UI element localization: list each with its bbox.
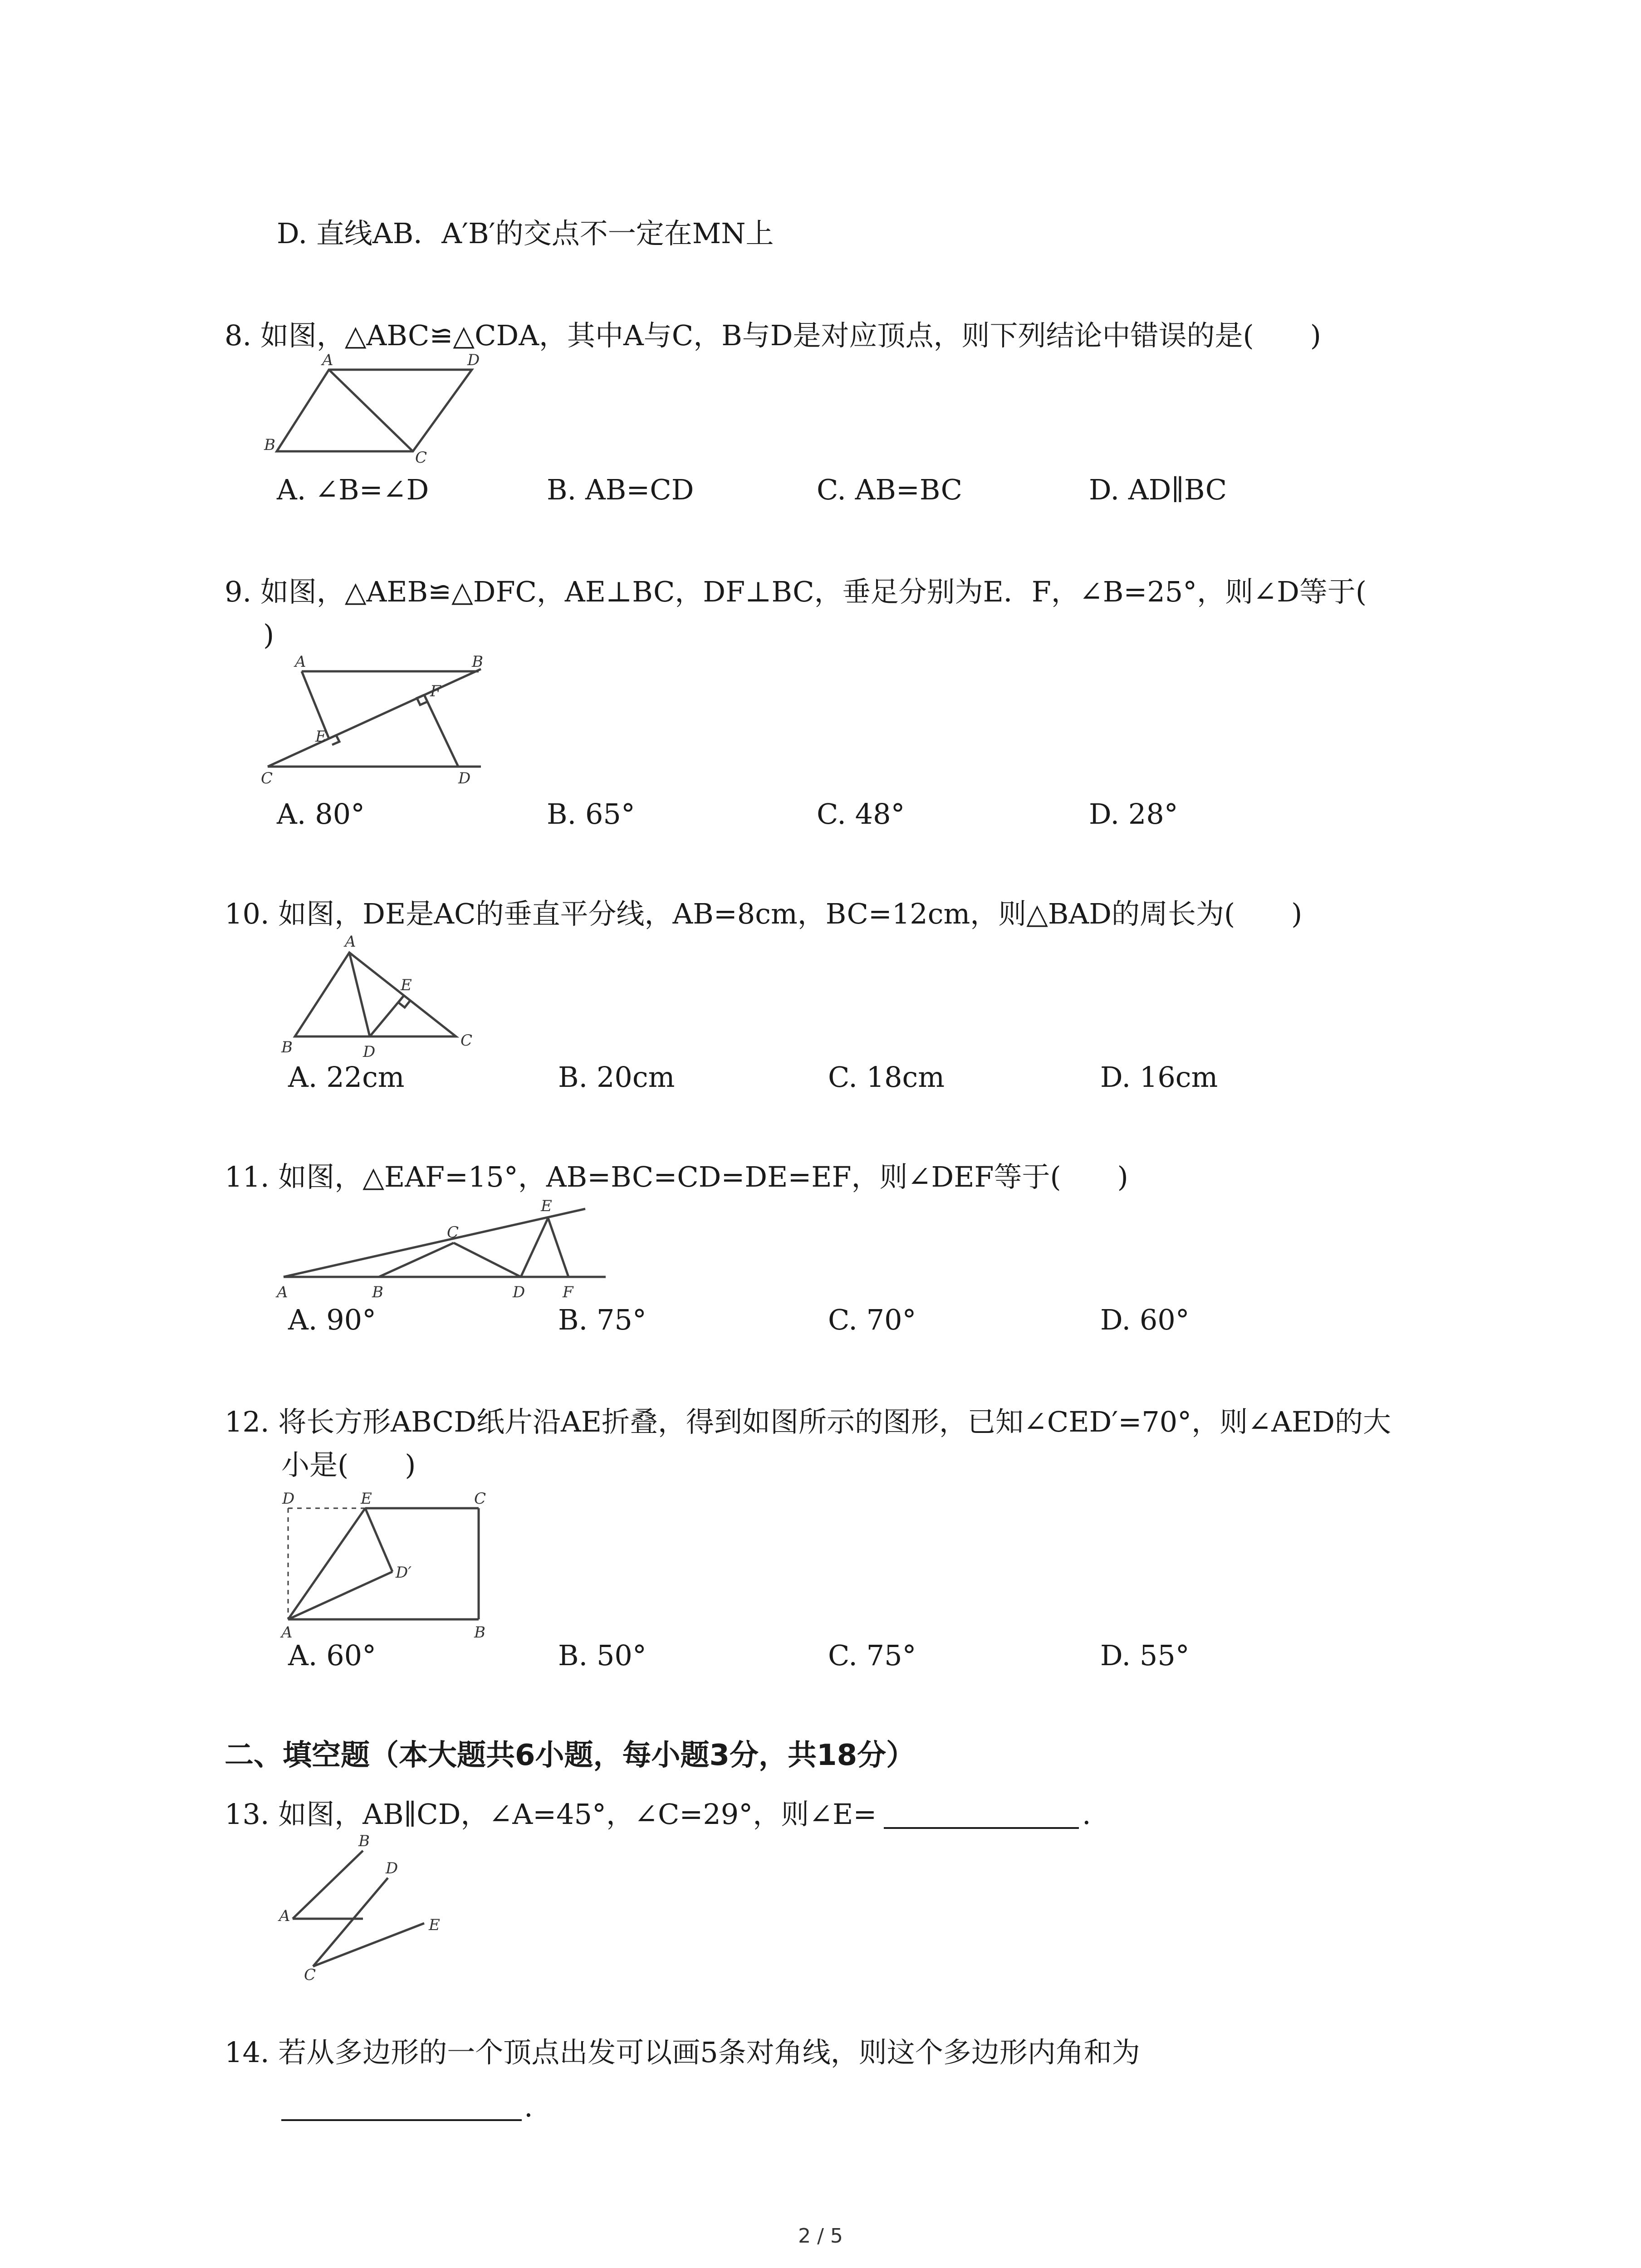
q11-stem: 11. 如图，△EAF=15°，AB=BC=CD=DE=EF，则∠DEF等于( ): [225, 1160, 1128, 1193]
q8-option-b: B. AB=CD: [547, 473, 694, 506]
q12-label-b: B: [474, 1623, 485, 1642]
q11-label-d: D: [513, 1283, 525, 1301]
q11-figure: [272, 1193, 617, 1306]
q9-segment-fd: [424, 695, 458, 767]
q10-option-a: A. 22cm: [288, 1061, 405, 1094]
q8-parallelogram: [277, 370, 472, 451]
q11-label-b: B: [372, 1283, 383, 1301]
q8-figure: [259, 349, 495, 467]
q8-label-a: A: [322, 351, 333, 369]
q12-label-d: D: [282, 1490, 295, 1508]
q11-segment-ef: [548, 1218, 568, 1277]
q9-label-f: F: [430, 682, 441, 700]
q8-label-d: D: [467, 351, 480, 369]
q8-diagonal-ac: [329, 370, 413, 451]
q12-option-a: A. 60°: [288, 1639, 377, 1672]
q8-label-b: B: [264, 436, 275, 454]
section-title: 二、填空题（本大题共6小题，每小题3分，共18分）: [225, 1739, 916, 1772]
q10-label-a: A: [345, 933, 356, 951]
q10-stem: 10. 如图，DE是AC的垂直平分线，AB=8cm，BC=12cm，则△BAD的周长为( ): [225, 897, 1303, 930]
q14-stem: 14. 若从多边形的一个顶点出发可以画5条对角线，则这个多边形内角和为: [225, 2036, 1140, 2069]
q12-stem-line1: 12. 将长方形ABCD纸片沿AE折叠，得到如图所示的图形，已知∠CED′=70°，则∠AED的大: [225, 1405, 1391, 1438]
q11-label-f: F: [563, 1283, 573, 1301]
q9-label-c: C: [261, 769, 273, 787]
q12-option-b: B. 50°: [558, 1639, 647, 1672]
q10-label-b: B: [281, 1038, 293, 1056]
q9-figure: [259, 651, 513, 792]
q13-segment-ab: [293, 1851, 363, 1919]
q11-slanted-line: [284, 1209, 585, 1277]
q13-label-e: E: [429, 1916, 440, 1934]
q9-option-b: B. 65°: [547, 797, 635, 831]
q13-segment-ce: [313, 1923, 424, 1966]
q10-option-d: D. 16cm: [1100, 1061, 1218, 1094]
q12-label-e: E: [361, 1490, 372, 1508]
q10-triangle-abc: [295, 953, 456, 1036]
q11-label-a: A: [277, 1283, 288, 1301]
q11-label-c: C: [447, 1223, 459, 1242]
q13-label-d: D: [386, 1859, 398, 1877]
q10-label-d: D: [363, 1043, 376, 1061]
q8-stem: 8. 如图，△ABC≌△CDA，其中A与C，B与D是对应顶点，则下列结论中错误的是( ): [225, 319, 1321, 352]
q11-option-a: A. 90°: [288, 1303, 377, 1336]
q12-label-c: C: [474, 1490, 486, 1508]
q13-label-a: A: [279, 1907, 290, 1925]
page-number: 2 / 5: [798, 2224, 843, 2248]
q9-segment-bc: [268, 669, 481, 767]
q10-option-b: B. 20cm: [558, 1061, 675, 1094]
q9-option-d: D. 28°: [1089, 797, 1178, 831]
q13-segment-cd: [313, 1878, 388, 1966]
q8-label-c: C: [415, 449, 427, 467]
q13-label-c: C: [304, 1966, 316, 1984]
q9-stem-line2: ): [263, 618, 274, 651]
q7-option-d: D. 直线AB．A′B′的交点不一定在MN上: [277, 217, 774, 250]
q13-label-b: B: [358, 1832, 370, 1850]
q12-option-c: C. 75°: [828, 1639, 916, 1672]
q9-right-angle-e: [329, 735, 339, 745]
q9-option-a: A. 80°: [277, 797, 365, 831]
q8-option-c: C. AB=BC: [817, 473, 963, 506]
q11-segment-cd: [454, 1243, 521, 1277]
q11-label-e: E: [541, 1197, 552, 1215]
q13-figure: [272, 1830, 463, 1984]
q9-label-e: E: [315, 728, 327, 746]
q8-option-d: D. AD∥BC: [1089, 473, 1227, 506]
q10-label-e: E: [401, 976, 412, 994]
q9-label-d: D: [458, 769, 471, 787]
q10-option-c: C. 18cm: [828, 1061, 945, 1094]
q9-label-a: A: [295, 653, 306, 671]
q10-label-c: C: [460, 1031, 473, 1050]
q9-stem-line1: 9. 如图，△AEB≌△DFC，AE⊥BC，DF⊥BC，垂足分别为E．F，∠B=25°，则∠D等于(: [225, 575, 1367, 608]
q13-answer-blank: [884, 1827, 1079, 1829]
q10-right-angle-e: [398, 996, 410, 1007]
q11-option-b: B. 75°: [558, 1303, 647, 1336]
q11-option-d: D. 60°: [1100, 1303, 1190, 1336]
q12-option-d: D. 55°: [1100, 1639, 1190, 1672]
q11-segment-de: [521, 1218, 548, 1277]
q12-stem-line2: 小是( ): [281, 1448, 416, 1481]
q12-figure: [272, 1483, 508, 1647]
q14-end-period: .: [524, 2090, 533, 2123]
q12-segment-ed-prime: [365, 1508, 392, 1572]
q8-option-a: A. ∠B=∠D: [277, 473, 429, 506]
q11-option-c: C. 70°: [828, 1303, 916, 1336]
q12-label-d-prime: D′: [396, 1564, 411, 1582]
q12-label-a: A: [281, 1623, 293, 1642]
q10-figure: [272, 928, 481, 1064]
q9-option-c: C. 48°: [817, 797, 905, 831]
q9-label-b: B: [472, 653, 483, 671]
q13-end-period: .: [1082, 1798, 1091, 1831]
q14-answer-blank: [281, 2119, 522, 2121]
q13-stem: 13. 如图，AB∥CD，∠A=45°，∠C=29°，则∠E=: [225, 1798, 877, 1831]
